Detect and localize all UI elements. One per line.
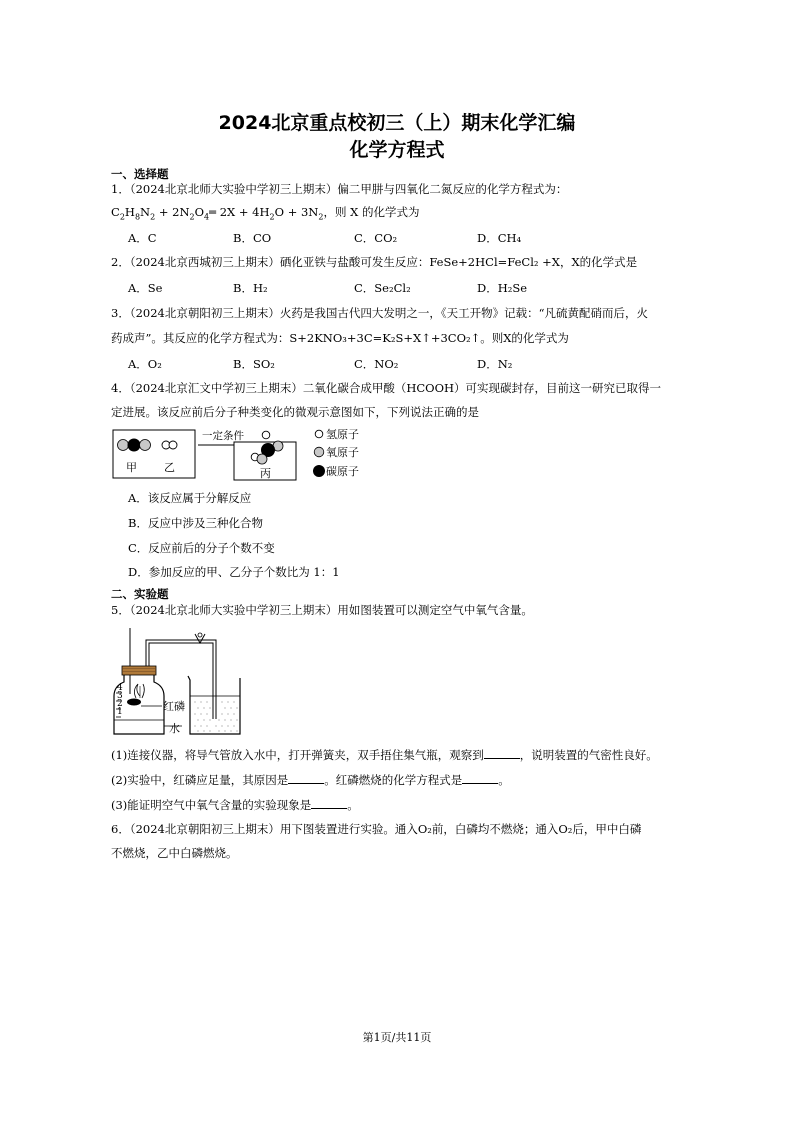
legend-oxygen: 氧原子 <box>326 446 359 459</box>
q5-sub2-text-c: 。 <box>498 773 510 787</box>
page-title: 2024北京重点校初三（上）期末化学汇编 <box>218 112 576 134</box>
q5-sub3 <box>111 797 359 813</box>
hydrogen-atom-icon <box>169 441 177 449</box>
q5-stem: 5．（2024北京北师大实验中学初三上期末）用如图装置可以测定空气中氧气含量。 <box>111 603 533 617</box>
label-red-phosphorus: 红磷 <box>163 700 185 713</box>
q1-option-d[interactable]: D．CH₄ <box>477 231 522 245</box>
q4-molecule-diagram <box>112 425 372 483</box>
q5-sub2 <box>111 772 510 788</box>
q3-option-a[interactable]: A．O₂ <box>128 357 162 371</box>
q4-option-a[interactable]: A．该反应属于分解反应 <box>128 491 252 505</box>
q5-sub1 <box>111 747 658 763</box>
legend-hydrogen: 氢原子 <box>326 428 359 441</box>
q3-option-d[interactable]: D．N₂ <box>477 357 513 371</box>
q3-stem-line2: 药成声”。其反应的化学方程式为：S+2KNO₃+3C=K₂S+X↑+3CO₂↑。则X的化学式为 <box>111 331 569 345</box>
q2-stem: 2．（2024北京西城初三上期末）硒化亚铁与盐酸可发生反应：FeSe+2HCl=FeCl₂ +X，X的化学式是 <box>111 255 638 269</box>
oxygen-atom-icon <box>118 440 129 451</box>
reaction-condition: 一定条件 <box>202 430 244 442</box>
scale-mark-2: 2 <box>117 699 123 709</box>
q2-option-d[interactable]: D．H₂Se <box>477 281 528 295</box>
scale-mark-1: 1 <box>117 707 123 717</box>
q4-option-b[interactable]: B．反应中涉及三种化合物 <box>128 516 263 530</box>
q2-option-c[interactable]: C．Se₂Cl₂ <box>354 281 411 295</box>
hydrogen-atom-icon <box>262 431 270 439</box>
flame-icon <box>134 684 140 698</box>
page-footer: 第1页/共11页 <box>362 1031 432 1044</box>
q1-option-c[interactable]: C．CO₂ <box>354 231 398 245</box>
q4-stem-line1: 4．（2024北京汇文中学初三上期末）二氧化碳合成甲酸（HCOOH）可实现碳封存，目前这一研究已取得一 <box>111 381 662 395</box>
carbon-atom-icon <box>313 465 325 477</box>
q5-sub2-answer-blank-1[interactable] <box>288 772 324 784</box>
combustion-spoon-icon <box>127 699 141 706</box>
q5-sub1-text-a: (1)连接仪器，将导气管放入水中，打开弹簧夹，双手捂住集气瓶，观察到 <box>111 748 484 762</box>
q5-sub3-answer-blank[interactable] <box>311 797 347 809</box>
hydrogen-atom-icon <box>315 430 323 438</box>
q1-option-a[interactable]: A．C <box>128 231 157 245</box>
scale-mark-3: 3 <box>117 691 123 701</box>
page-subtitle: 化学方程式 <box>349 139 445 161</box>
carbon-atom-icon <box>128 439 141 452</box>
q2-option-a[interactable]: A．Se <box>128 281 163 295</box>
rubber-stopper <box>122 666 156 675</box>
q6-stem-line1: 6．（2024北京朝阳初三上期末）用下图装置进行实验。通入O₂前，白磷均不燃烧；通入O₂后，甲中白磷 <box>111 822 642 836</box>
q4-option-d[interactable]: D．参加反应的甲、乙分子个数比为 1：1 <box>128 565 340 579</box>
oxygen-atom-icon <box>314 447 324 457</box>
section-heading-experiment: 二、实验题 <box>111 587 169 601</box>
beaker <box>188 676 240 734</box>
q1-equation: $C_2H_8N_2$ + $2N_2O_4═$ $2X + 4H_2O + 3N_2$，则 X 的化学式为 <box>111 205 420 222</box>
q1-stem: 1．（2024北京北师大实验中学初三上期末）偏二甲肼与四氧化二氮反应的化学方程式为： <box>111 182 568 196</box>
q5-sub2-text-b: 。红磷燃烧的化学方程式是 <box>324 773 463 787</box>
q2-option-b[interactable]: B．H₂ <box>233 281 268 295</box>
oxygen-atom-icon <box>257 454 267 464</box>
q1-option-b[interactable]: B．CO <box>233 231 272 245</box>
label-water: 水 <box>169 722 180 735</box>
legend-carbon: 碳原子 <box>326 465 359 478</box>
scale-mark-4: 4 <box>117 683 123 693</box>
q4-stem-line2: 定进展。该反应前后分子种类变化的微观示意图如下，下列说法正确的是 <box>111 405 479 419</box>
q5-sub2-text-a: (2)实验中，红磷应足量，其原因是 <box>111 773 289 787</box>
label-yi: 乙 <box>164 461 175 474</box>
label-bing: 丙 <box>260 467 271 480</box>
label-jia: 甲 <box>126 461 137 474</box>
q5-sub1-text-b: ，说明装置的气密性良好。 <box>519 748 658 762</box>
clamp-pivot <box>198 633 202 637</box>
q3-option-c[interactable]: C．NO₂ <box>354 357 399 371</box>
q5-sub1-answer-blank[interactable] <box>484 747 520 759</box>
section-heading-choice: 一、选择题 <box>111 167 169 181</box>
oxygen-atom-icon <box>140 440 151 451</box>
q6-stem-line2: 不燃烧，乙中白磷燃烧。 <box>111 846 238 860</box>
q4-option-c[interactable]: C．反应前后的分子个数不变 <box>128 541 275 555</box>
q5-sub2-answer-blank-2[interactable] <box>462 772 498 784</box>
q5-sub3-text-a: (3)能证明空气中氧气含量的实验现象是 <box>111 798 312 812</box>
q5-sub3-text-b: 。 <box>347 798 359 812</box>
q3-stem-line1: 3．（2024北京朝阳初三上期末）火药是我国古代四大发明之一，《天工开物》记载：“凡硫黄配硝而后，火 <box>111 306 648 320</box>
q1-equation-suffix: ，则 X 的化学式为 <box>323 205 420 219</box>
q5-apparatus-diagram <box>112 624 252 740</box>
q3-option-b[interactable]: B．SO₂ <box>233 357 275 371</box>
